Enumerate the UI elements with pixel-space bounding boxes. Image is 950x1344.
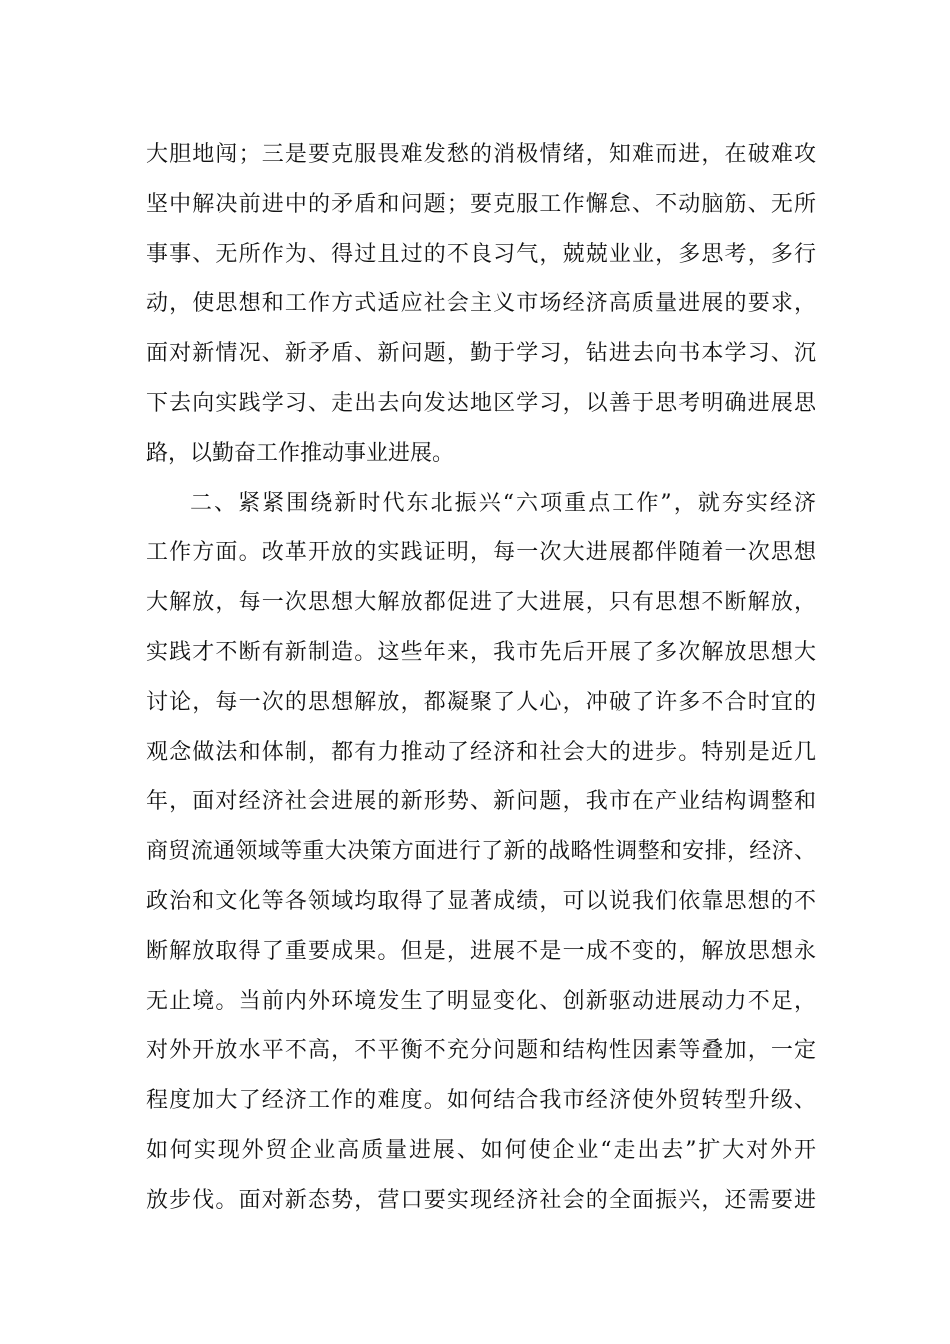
text-line: 路，以勤奋工作推动事业进展。 — [146, 440, 455, 466]
text-line: 商贸流通领域等重大决策方面进行了新的战略性调整和安排，经济、 — [146, 839, 816, 865]
text-line: 实践才不断有新制造。这些年来，我市先后开展了多次解放思想大 — [146, 639, 816, 665]
text-line: 讨论，每一次的思想解放，都凝聚了人心，冲破了许多不合时宜的 — [146, 689, 816, 715]
text-line: 大胆地闯；三是要克服畏难发愁的消极情绪，知难而进，在破难攻 — [146, 142, 816, 167]
paragraph-heading-line: 二、紧紧围绕新时代东北振兴“六项重点工作”，就夯实经济 — [190, 490, 816, 516]
text-line: 如何实现外贸企业高质量进展、如何使企业“走出去”扩大对外开 — [146, 1137, 816, 1163]
text-line: 年，面对经济社会进展的新形势、新问题，我市在产业结构调整和 — [146, 789, 816, 815]
text-line: 观念做法和体制，都有力推动了经济和社会大的进步。特别是近几 — [146, 739, 816, 765]
text-line: 事事、无所作为、得过且过的不良习气，兢兢业业，多思考，多行 — [146, 241, 816, 267]
text-line: 大解放，每一次思想大解放都促进了大进展，只有思想不断解放， — [146, 590, 816, 616]
text-line: 坚中解决前进中的矛盾和问题；要克服工作懈怠、不动脑筋、无所 — [146, 191, 816, 217]
text-line: 面对新情况、新矛盾、新问题，勤于学习，钻进去向书本学习、沉 — [146, 341, 816, 367]
text-line: 动，使思想和工作方式适应社会主义市场经济高质量进展的要求， — [146, 291, 816, 317]
text-line: 断解放取得了重要成果。但是，进展不是一成不变的，解放思想永 — [146, 938, 816, 964]
body-text — [146, 130, 816, 1226]
text-line: 程度加大了经济工作的难度。如何结合我市经济使外贸转型升级、 — [146, 1088, 816, 1114]
text-line: 放步伐。面对新态势，营口要实现经济社会的全面振兴，还需要进 — [146, 1187, 816, 1213]
text-line: 工作方面。改革开放的实践证明，每一次大进展都伴随着一次思想 — [146, 540, 816, 566]
text-line: 无止境。当前内外环境发生了明显变化、创新驱动进展动力不足， — [146, 988, 816, 1014]
text-line: 政治和文化等各领域均取得了显著成绩，可以说我们依靠思想的不 — [146, 888, 816, 914]
text-line: 对外开放水平不高，不平衡不充分问题和结构性因素等叠加，一定 — [146, 1038, 816, 1064]
text-line: 下去向实践学习、走出去向发达地区学习，以善于思考明确进展思 — [146, 390, 816, 416]
